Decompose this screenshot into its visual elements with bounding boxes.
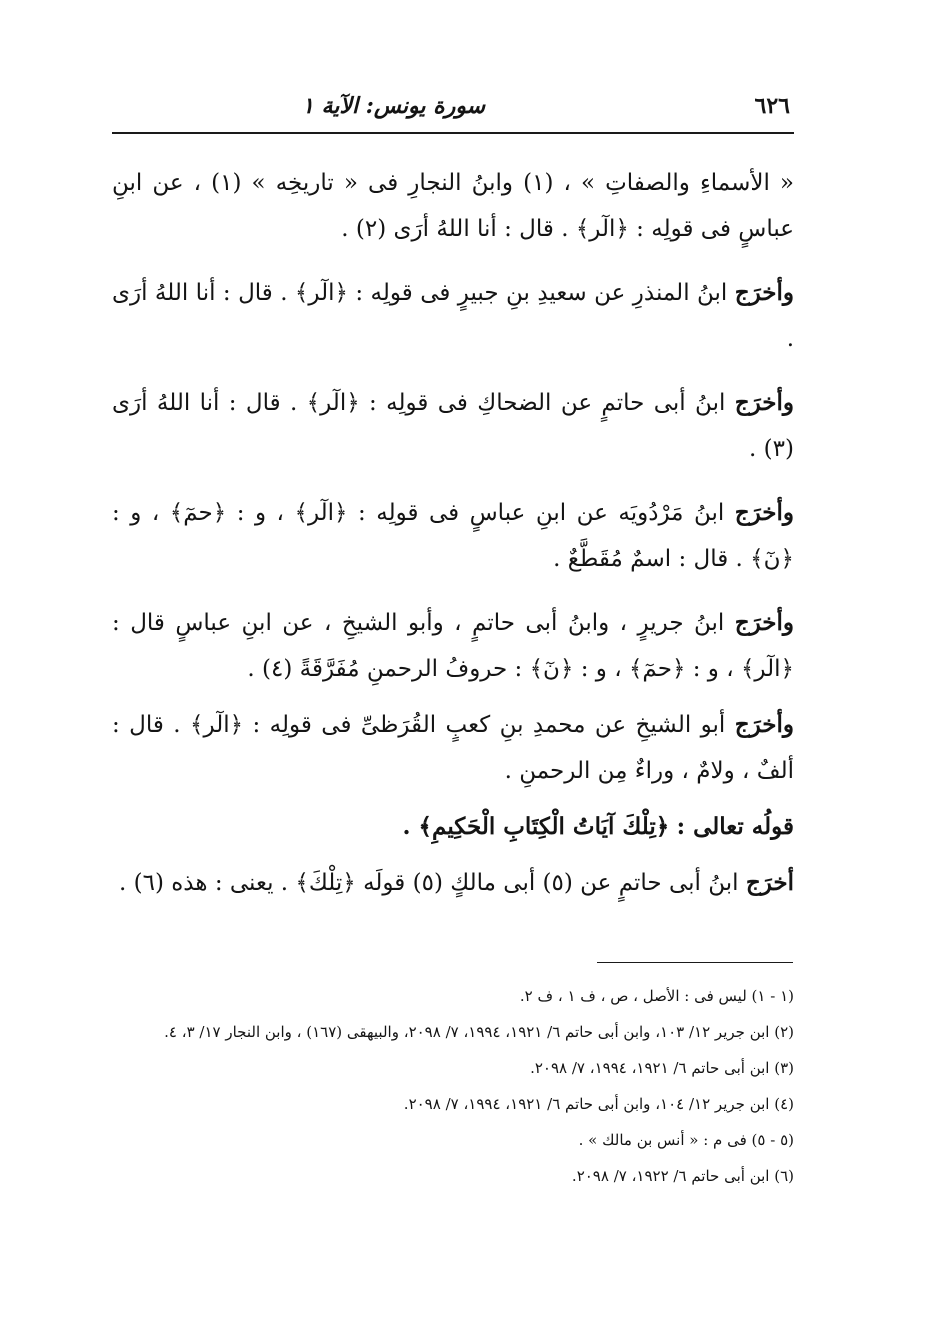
paragraph-lead: وأخرَج bbox=[734, 279, 794, 306]
paragraph-text: ابنُ أبى حاتمٍ عن (٥) أبى مالكٍ (٥) قولَه ﴿تِلْكَ﴾ . يعنى : هذه (٦) . bbox=[119, 870, 739, 896]
paragraph-text: أبو الشيخِ عن محمدِ بنِ كعبٍ القُرَظىِّ فى قولِه : ﴿الٓر﴾ . قال : ألفٌ ، ولامٌ ، وراءٌ مِن الرحمنِ . bbox=[112, 712, 794, 784]
paragraph-text: ابنُ المنذرِ عن سعيدِ بنِ جبيرٍ فى قولِه : ﴿الٓر﴾ . قال : أنا اللهُ أرَى . bbox=[112, 280, 794, 352]
paragraph-lead: وأخرَج bbox=[734, 609, 795, 636]
page-number: ٦٢٦ bbox=[754, 93, 790, 119]
paragraph-text: ابنُ جريرٍ ، وابنُ أبى حاتمٍ ، وأبو الشيخِ ، عن ابنِ عباسٍ قال : ﴿الٓر﴾ ، و : ﴿حمٓ﴾ ، و : ﴿نٓ﴾ : حروفُ الرحمنِ مُفَرَّقَةً (٤) . bbox=[112, 610, 794, 682]
paragraph-text: « الأسماءِ والصفاتِ » ، (١) وابنُ النجارِ فى « تاريخِه » (١) ، عن ابنِ عباسٍ فى قولِه : ﴿الٓر﴾ . قال : أنا اللهُ أرَى (٢) . bbox=[112, 170, 794, 242]
footnote-6: (٦) ابن أبى حاتم ٦/ ١٩٢٢، ٧/ ٢٠٩٨. bbox=[571, 1167, 794, 1185]
paragraph-text: ابنُ مَرْدُويَه عن ابنِ عباسٍ فى قولِه : ﴿الٓر﴾ ، و : ﴿حمٓ﴾ ، و : ﴿نٓ﴾ . قال : اسمٌ مُقَطَّعٌ . bbox=[112, 500, 794, 572]
paragraph-lead: وأخرَج bbox=[734, 389, 794, 416]
page-header bbox=[112, 86, 790, 126]
paragraph-7 bbox=[112, 804, 794, 850]
footnote-4: (٤) ابن جرير ١٢/ ١٠٤، وابن أبى حاتم ٦/ ١٩٢١، ١٩٩٤، ٧/ ٢٠٩٨. bbox=[403, 1095, 794, 1113]
paragraph-lead: وأخرَج bbox=[734, 711, 794, 738]
footnote-3: (٣) ابن أبى حاتم ٦/ ١٩٢١، ١٩٩٤، ٧/ ٢٠٩٨. bbox=[530, 1059, 794, 1077]
paragraph-text: ابنُ أبى حاتمٍ عن الضحاكِ فى قولِه : ﴿الٓر﴾ . قال : أنا اللهُ أرَى (٣) . bbox=[112, 390, 794, 462]
quran-verse: ﴿تِلْكَ آيَاتُ الْكِتَابِ الْحَكِيمِ﴾ . bbox=[402, 813, 670, 840]
paragraph-5 bbox=[112, 600, 794, 692]
footnotes bbox=[112, 978, 794, 1194]
header-rule bbox=[112, 132, 794, 134]
footnote-2: (٢) ابن جرير ١٢/ ١٠٣، وابن أبى حاتم ٦/ ١٩٢١، ١٩٩٤، ٧/ ٢٠٩٨، والبيهقى (١٦٧) ، وابن النجار ١٧/ ٣، ٤. bbox=[164, 1023, 794, 1041]
paragraph-lead: وأخرَج bbox=[734, 499, 795, 526]
paragraph-8 bbox=[112, 860, 794, 906]
paragraph-1 bbox=[112, 160, 794, 252]
footnote-5: (٥ - ٥) فى م : « أنس بن مالك » . bbox=[578, 1131, 794, 1149]
paragraph-3 bbox=[112, 380, 794, 472]
footnote-1: (١ - ١) ليس فى : الأصل ، ص ، ف ١ ، ف ٢. bbox=[519, 987, 794, 1005]
running-title: سورة يونس: الآية ١ bbox=[302, 93, 486, 119]
paragraph-lead: قولُه تعالى : bbox=[676, 813, 794, 840]
paragraph-4 bbox=[112, 490, 794, 582]
footnote-rule bbox=[597, 962, 793, 963]
main-text bbox=[112, 160, 794, 924]
paragraph-6 bbox=[112, 702, 794, 794]
paragraph-lead: أخرَج bbox=[745, 869, 794, 896]
paragraph-2 bbox=[112, 270, 794, 362]
